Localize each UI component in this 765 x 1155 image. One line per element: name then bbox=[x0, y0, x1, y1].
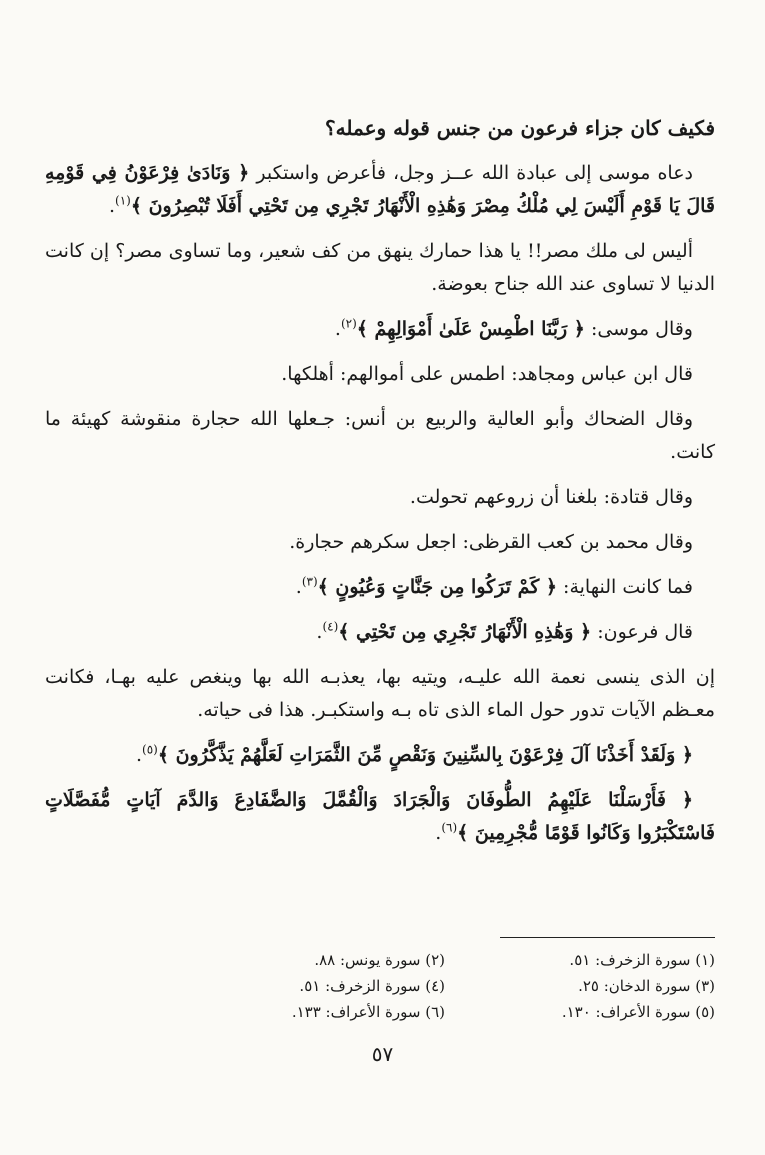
paragraph-text: وقال محمد بن كعب القرظى: اجعل سكرهم حجارة. bbox=[289, 531, 693, 553]
footnote-1: (١) سورة الزخرف: ٥١. bbox=[569, 951, 715, 969]
paragraph-text: إن الذى ينسى نعمة الله عليـه، ويتيه بها، يعذبـه الله بها وينغص عليه بهـا، فكانت معـظم الآيات تدور حول الماء الذى تاه بـه واستكبـر. هذا فى حياته. bbox=[45, 666, 715, 721]
footnote-mark: (٥) bbox=[142, 742, 158, 757]
footnote-mark: (٦) bbox=[441, 820, 458, 835]
paragraph-4 bbox=[45, 358, 715, 391]
punctuation: . bbox=[334, 318, 341, 340]
punctuation: . bbox=[295, 576, 302, 598]
footnote-mark: (٤) bbox=[322, 619, 339, 634]
paragraph-9 bbox=[45, 616, 715, 649]
punctuation: . bbox=[135, 744, 143, 766]
paragraph-text: وقال الضحاك وأبو العالية والربيع بن أنس: جـعلها الله حجارة منقوشة كهيئة ما كانت. bbox=[45, 408, 715, 463]
quran-quote: ﴿ وَنَادَىٰ فِرْعَوْنُ فِي قَوْمِهِ قَالَ يَا قَوْمِ أَلَيْسَ لِي مُلْكُ مِصْرَ وَهَٰذِهِ الْأَنْهَارُ تَجْرِي مِن تَحْتِي أَفَلَا تُبْصِرُونَ ﴾ bbox=[45, 162, 715, 217]
footnote-mark: (٣) bbox=[301, 574, 318, 589]
paragraph-3 bbox=[45, 313, 715, 346]
section-heading: فكيف كان جزاء فرعون من جنس قوله وعمله؟ bbox=[325, 116, 715, 140]
paragraph-2 bbox=[45, 235, 715, 301]
paragraph-12 bbox=[45, 784, 715, 850]
quran-quote: ﴿ كَمْ تَرَكُوا مِن جَنَّاتٍ وَعُيُونٍ ﴾ bbox=[317, 576, 558, 598]
page-number: ٥٧ bbox=[371, 1042, 394, 1066]
punctuation: . bbox=[435, 822, 442, 844]
paragraph-8 bbox=[45, 571, 715, 604]
paragraph-6 bbox=[45, 481, 715, 514]
footnote-6: (٦) سورة الأعراف: ١٣٣. bbox=[291, 1003, 445, 1021]
paragraph-5 bbox=[45, 403, 715, 469]
footnotes bbox=[215, 947, 715, 1025]
paragraph-10 bbox=[45, 661, 715, 727]
quran-quote: ﴿ رَبَّنَا اطْمِسْ عَلَىٰ أَمْوَالِهِمْ ﴾ bbox=[356, 318, 585, 340]
footnote-divider bbox=[500, 937, 715, 938]
paragraph-11 bbox=[45, 739, 715, 772]
quran-quote: ﴿ وَهَٰذِهِ الْأَنْهَارُ تَجْرِي مِن تَحْتِي ﴾ bbox=[338, 621, 592, 643]
footnote-5: (٥) سورة الأعراف: ١٣٠. bbox=[561, 1003, 715, 1021]
paragraph-1 bbox=[45, 157, 715, 223]
footnote-2: (٢) سورة يونس: ٨٨. bbox=[314, 951, 445, 969]
punctuation: . bbox=[108, 195, 116, 217]
page-body bbox=[45, 112, 715, 862]
paragraph-7 bbox=[45, 526, 715, 559]
footnote-4: (٤) سورة الزخرف: ٥١. bbox=[299, 977, 445, 995]
paragraph-text: أليس لى ملك مصر!! يا هذا حمارك ينهق من كف شعير، وما تساوى مصر؟ إن كانت الدنيا لا تساوى عند الله جناح بعوضة. bbox=[45, 240, 715, 295]
quran-quote: ﴿ فَأَرْسَلْنَا عَلَيْهِمُ الطُّوفَانَ وَالْجَرَادَ وَالْقُمَّلَ وَالضَّفَادِعَ وَالدَّمَ آيَاتٍ مُّفَصَّلَاتٍ فَاسْتَكْبَرُوا وَكَانُوا قَوْمًا مُّجْرِمِينَ ﴾ bbox=[45, 789, 715, 844]
paragraph-text: دعاه موسى إلى عبادة الله عــز وجل، فأعرض واستكبر bbox=[249, 162, 694, 184]
footnote-mark: (٢) bbox=[340, 316, 357, 331]
paragraph-text: قال فرعون: bbox=[591, 621, 693, 643]
paragraph-text: وقال قتادة: بلغنا أن زروعهم تحولت. bbox=[409, 486, 693, 508]
paragraph-text: وقال موسى: bbox=[584, 318, 693, 340]
footnote-mark: (١) bbox=[115, 193, 131, 208]
paragraph-text: فما كانت النهاية: bbox=[557, 576, 693, 598]
paragraph-text: قال ابن عباس ومجاهد: اطمس على أموالهم: أهلكها. bbox=[281, 363, 693, 385]
quran-quote: ﴿ وَلَقَدْ أَخَذْنَا آلَ فِرْعَوْنَ بِالسِّنِينَ وَنَقْصٍ مِّنَ الثَّمَرَاتِ لَعَلَّهُمْ يَذَّكَّرُونَ ﴾ bbox=[157, 744, 693, 766]
footnote-3: (٣) سورة الدخان: ٢٥. bbox=[578, 977, 715, 995]
punctuation: . bbox=[316, 621, 323, 643]
